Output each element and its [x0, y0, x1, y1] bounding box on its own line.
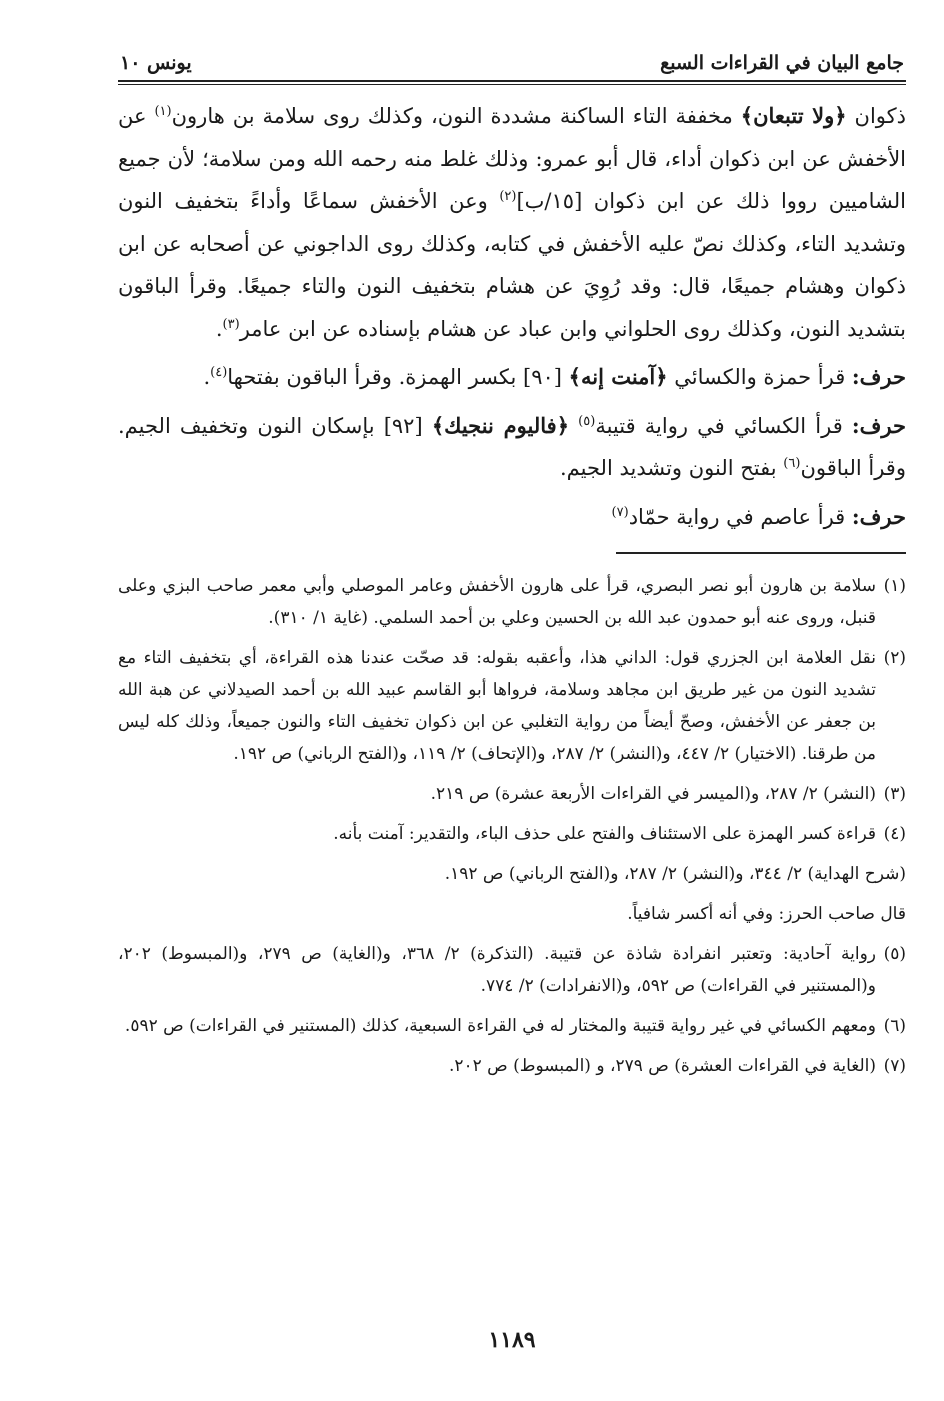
footnote-separator: [616, 552, 906, 554]
footnote-ref: (١): [154, 104, 172, 119]
footnote-number: (٤): [883, 824, 906, 844]
footnote-text: (النشر) ٢/ ٢٨٧، و(الميسر في القراءات الأربعة عشرة) ص ٢١٩.: [430, 784, 876, 804]
footnote-number: (٢): [883, 648, 906, 668]
running-header: [118, 52, 906, 80]
footnotes: [118, 570, 906, 1082]
section-label: حرف:: [851, 364, 906, 389]
footnote-number: (٦): [883, 1016, 906, 1036]
header-rule-thin: [118, 84, 906, 85]
paragraph-1: ذكوان ﴿ولا تتبعان﴾ مخففة التاء الساكنة مشددة النون، وكذلك روى سلامة بن هارون$^{(١)}$ عن الأخفش عن ابن ذكوان أداء، قال أبو عمرو: وذلك غلط منه رحمه الله ومن سلامة؛ لأن جميع الشاميين رووا ذلك عن ابن ذكوان [١٥/ب]$^{(٢)}$ وعن الأخفش سماعًا وأداءً بتخفيف النون وتشديد التاء، وكذلك نصّ عليه الأخفش في كتابه، وكذلك روى الداجوني عن أصحابه عن ابن ذكوان وهشام جميعًا، قال: وقد رُوِيَ عن هشام بتخفيف النون والتاء جميعًا. وقرأ الباقون بتشديد النون، وكذلك روى الحلواني وابن عباد عن هشام بإسناده عن ابن عامر$^{(٣)}$.: [118, 103, 906, 341]
footnote-ref: (٤): [210, 365, 228, 380]
footnote-ref: (٢): [499, 189, 517, 204]
footnote-continuation: قال صاحب الحرز: وفي أنه أكسر شافياً.: [627, 904, 906, 924]
footnote-number: (٣): [883, 784, 906, 804]
quran-quote: ﴿آمنت إنه﴾: [568, 364, 668, 389]
footnote: [118, 778, 906, 810]
footnote-number: (١): [883, 576, 906, 596]
footnote-ref: (٧): [611, 504, 629, 520]
footnote-text: سلامة بن هارون أبو نصر البصري، قرأ على هارون الأخفش وعامر الموصلي وأبي معمر صاحب البزي وعلى قنبل، وروى عنه أبو حمدون عبد الله بن الحسين وعلي بن أحمد السلمي. (غاية ١/ ٣١٠).: [118, 576, 876, 628]
footnote-text: نقل العلامة ابن الجزري قول: الداني هذا، وأعقبه بقوله: قد صحّت عندنا هذه القراءة، أي بتخفيف التاء مع تشديد النون من غير طريق ابن مجاهد وسلامة، فرواها أبو القاسم عبيد الله بن أحمد الصيدلاني عن هبة الله بن جعفر عن الأخفش، وصحّ أيضاً من رواية التغلبي عن ابن ذكوان تخفيف التاء والنون جميعاً، وذلك كله ليس من طرقنا. (الاختيار) ٢/ ٤٤٧، و(النشر) ٢/ ٢٨٧، و(الإتحاف) ٢/ ١١٩، و(الفتح الرباني) ص ١٩٢.: [118, 648, 876, 764]
book-title: جامع البيان في القراءات السبع: [660, 52, 904, 74]
header-rule: [118, 80, 906, 82]
paragraph-2: حرف: قرأ حمزة والكسائي ﴿آمنت إنه﴾ [٩٠] بكسر الهمزة. وقرأ الباقون بفتحها$^{(٤)}$.: [203, 364, 906, 389]
section-label: حرف:: [851, 412, 906, 438]
footnote-text: ومعهم الكسائي في غير رواية قتيبة والمختار له في القراءة السبعية، كذلك (المستنير في القراءات) ص ٥٩٢.: [124, 1016, 876, 1036]
footnote-text: قراءة كسر الهمزة على الاستئناف والفتح على حذف الباء، والتقدير: آمنت بأنه.: [333, 824, 876, 844]
quran-quote: ﴿فاليوم ننجيك﴾: [431, 412, 570, 438]
paragraph-4: حرف: قرأ عاصم في رواية حمّاد$^{(٧)}$: [611, 503, 906, 529]
main-text: [118, 95, 906, 538]
paragraph-3: حرف: قرأ الكسائي في رواية قتيبة$^{(٥)}$ ﴿فاليوم ننجيك﴾ [٩٢] بإسكان النون وتخفيف الجيم. وقرأ الباقون$^{(٦)}$ بفتح النون وتشديد الجيم.: [118, 412, 906, 480]
footnote: [118, 938, 906, 1002]
footnote-text: (الغاية في القراءات العشرة) ص ٢٧٩، و (المبسوط) ص ٢٠٢.: [448, 1056, 876, 1076]
footnote: [118, 1050, 906, 1082]
footnote: [118, 818, 906, 850]
footnote-ref: (٥): [578, 413, 596, 429]
footnote-number: (٥): [883, 944, 906, 964]
footnote-ref: (٦): [783, 456, 801, 471]
section-label: حرف:: [851, 503, 906, 529]
quran-quote: ﴿ولا تتبعان﴾: [740, 103, 847, 128]
surah-reference: يونس ١٠: [120, 52, 192, 74]
footnote-ref: (٣): [222, 316, 240, 332]
footnote-continuation: (شرح الهداية) ٢/ ٣٤٤، و(النشر) ٢/ ٢٨٧، و(الفتح الرباني) ص ١٩٢.: [444, 864, 906, 884]
page-number: ١١٨٩: [488, 1327, 536, 1353]
footnote: [118, 642, 906, 770]
book-page: [118, 52, 906, 1361]
footnote: [118, 1010, 906, 1042]
footnote: [118, 570, 906, 634]
footnote-number: (٧): [883, 1056, 906, 1076]
footnote-text: رواية آحادية: وتعتبر انفرادة شاذة عن قتيبة. (التذكرة) ٢/ ٣٦٨، و(الغاية) ص ٢٧٩، و(المبسوط) ٢٠٢، و(المستنير في القراءات) ص ٥٩٢، و(الانفرادات) ٢/ ٧٧٤.: [118, 944, 876, 996]
